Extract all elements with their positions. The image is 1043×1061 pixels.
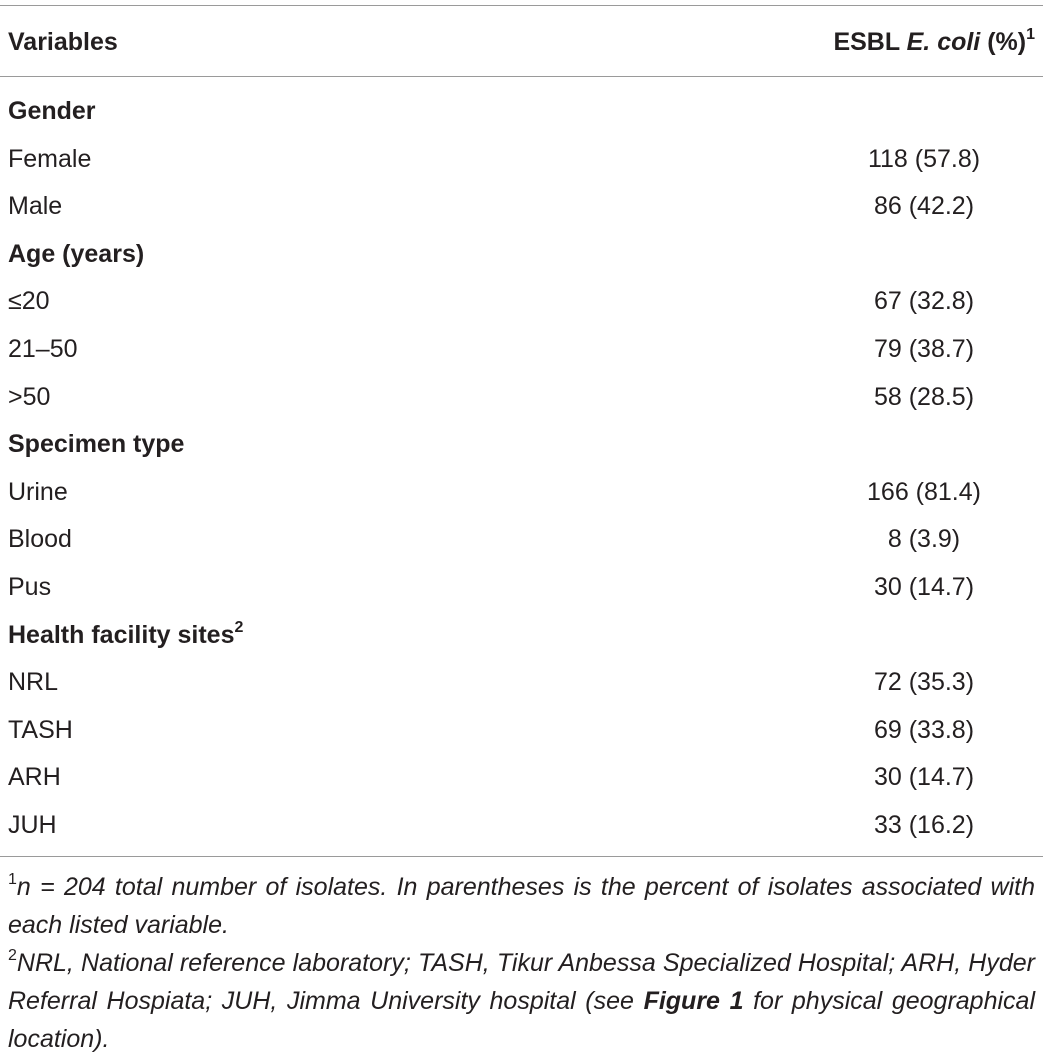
footnote-2-marker: 2 <box>8 947 17 964</box>
header-esbl-post: (%) <box>980 28 1027 56</box>
table-row <box>0 754 1043 802</box>
footnotes <box>8 868 1035 1058</box>
table-body <box>0 88 1043 850</box>
row-label: Female <box>8 144 92 173</box>
table-row <box>0 136 1043 184</box>
group-title-text: Age (years) <box>8 239 145 268</box>
row-label: Blood <box>8 525 72 554</box>
group-title <box>8 421 184 469</box>
table-row <box>0 469 1043 517</box>
group-header-row <box>0 612 1043 660</box>
footnote-2-text: NRL, National reference laboratory; TASH, Tikur Anbessa Specialized Hospital; ARH, Hyder Referral Hospiata; JUH, Jimma University hospital (see <box>8 949 1035 1015</box>
row-value: 33 (16.2) <box>873 810 975 839</box>
header-esbl-species: E. coli <box>906 28 981 56</box>
row-label: TASH <box>8 715 73 744</box>
table-row <box>0 564 1043 612</box>
footnote-1 <box>8 868 1035 944</box>
row-value: 30 (14.7) <box>873 763 975 792</box>
footnote-2-text-end: for physical geographical location). <box>8 987 1035 1053</box>
table-row <box>0 707 1043 755</box>
header-variables: Variables <box>8 28 118 56</box>
row-label: 21–50 <box>8 334 78 363</box>
row-value: 58 (28.5) <box>873 382 975 411</box>
footnote-1-marker: 1 <box>8 871 17 888</box>
table-row <box>0 183 1043 231</box>
header-esbl-pre: ESBL <box>833 28 907 56</box>
row-value: 67 (32.8) <box>873 287 975 316</box>
table-row <box>0 326 1043 374</box>
table-row <box>0 802 1043 850</box>
row-value: 72 (35.3) <box>873 668 975 697</box>
table-header <box>0 22 1043 62</box>
header-footnote-marker: 1 <box>1026 26 1035 43</box>
row-label: Urine <box>8 477 68 506</box>
row-label: ≤20 <box>8 287 50 316</box>
row-label: Pus <box>8 572 52 601</box>
group-title-text: Specimen type <box>8 430 185 459</box>
row-value: 86 (42.2) <box>873 192 975 221</box>
row-value: 79 (38.7) <box>873 334 975 363</box>
row-value: 30 (14.7) <box>873 572 975 601</box>
table-row <box>0 374 1043 422</box>
row-label: Male <box>8 192 63 221</box>
header-esbl <box>833 22 1035 62</box>
bottom-rule <box>0 856 1043 857</box>
figure-1-reference[interactable]: Figure 1 <box>643 987 744 1015</box>
header-rule <box>0 76 1043 77</box>
group-title <box>8 88 96 136</box>
table-row <box>0 659 1043 707</box>
footnote-1-text: n = 204 total number of isolates. In parentheses is the percent of isolates associated with each listed variable. <box>8 873 1035 939</box>
table-row <box>0 516 1043 564</box>
group-header-row <box>0 421 1043 469</box>
row-label: >50 <box>8 382 51 411</box>
row-value: 8 (3.9) <box>887 525 961 554</box>
row-label: NRL <box>8 668 59 697</box>
row-label: ARH <box>8 763 61 792</box>
row-value: 118 (57.8) <box>867 144 981 173</box>
table-row <box>0 278 1043 326</box>
group-title <box>8 231 144 279</box>
row-label: JUH <box>8 810 57 839</box>
row-value: 166 (81.4) <box>867 477 981 506</box>
group-header-row <box>0 231 1043 279</box>
group-title-text: Gender <box>8 97 96 125</box>
row-value: 69 (33.8) <box>873 715 975 744</box>
group-title-footnote-marker: 2 <box>234 618 244 636</box>
group-header-row <box>0 88 1043 136</box>
group-title <box>8 612 243 660</box>
footnote-2 <box>8 944 1035 1058</box>
top-rule <box>0 5 1043 6</box>
group-title-text: Health facility sites <box>8 620 235 649</box>
